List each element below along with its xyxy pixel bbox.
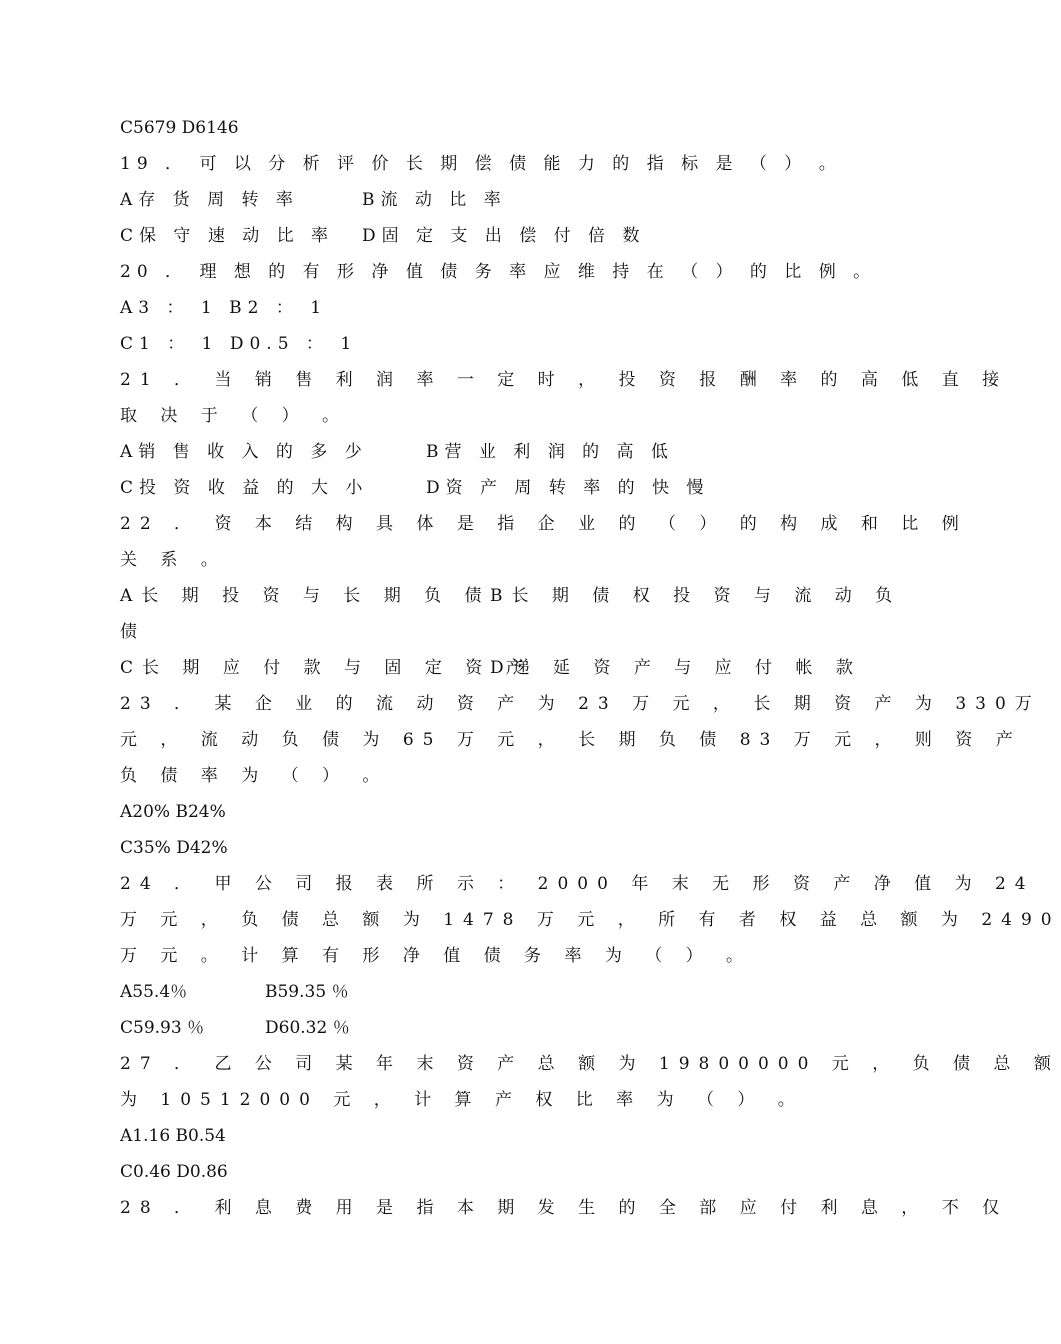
option-b: B营 业 利 润 的 高 低 bbox=[426, 442, 674, 462]
question-27: 27 ． 乙 公 司 某 年 末 资 产 总 额 为 19800000 元 ， 负 债 总 额 bbox=[120, 1054, 1060, 1074]
option-line bbox=[120, 656, 862, 680]
option-d: D固 定 支 出 偿 付 倍 数 bbox=[362, 226, 646, 246]
option-a: A长 期 投 资 与 长 期 负 债 bbox=[120, 586, 491, 606]
question-23: 23 ． 某 企 业 的 流 动 资 产 为 23 万 元 ， 长 期 资 产 为 330万 bbox=[120, 694, 1041, 714]
question-21-cont: 取 决 于 （ ） 。 bbox=[120, 406, 349, 426]
option-line bbox=[120, 584, 902, 608]
question-20: 20 ． 理 想 的 有 形 净 值 债 务 率 应 维 持 在 （ ） 的 比 例 。 bbox=[120, 262, 877, 282]
option-c: C59.93 ％ bbox=[120, 1018, 205, 1038]
question-28: 28 ． 利 息 费 用 是 指 本 期 发 生 的 全 部 应 付 利 息 ， 不 仅 bbox=[120, 1198, 1009, 1218]
option-d: D资 产 周 转 率 的 快 慢 bbox=[426, 478, 710, 498]
option-a: A55.4％ bbox=[120, 982, 188, 1002]
option-line bbox=[120, 224, 840, 248]
question-23-cont: 负 债 率 为 （ ） 。 bbox=[120, 766, 389, 786]
question-24-cont: 万 元 。 计 算 有 形 净 值 债 务 率 为 （ ） 。 bbox=[120, 946, 753, 966]
option-b: B流 动 比 率 bbox=[362, 190, 507, 210]
text-line: C5679 D6146 bbox=[120, 118, 239, 138]
option-c: C长 期 应 付 款 与 固 定 资 产 bbox=[120, 658, 532, 678]
question-21: 21 ． 当 销 售 利 润 率 一 定 时 ， 投 资 报 酬 率 的 高 低 直 接 bbox=[120, 370, 1009, 390]
question-24: 24 ． 甲 公 司 报 表 所 示 ： 2000 年 末 无 形 资 产 净 值 为 24 bbox=[120, 874, 1035, 894]
option-line bbox=[120, 188, 840, 212]
option-d: D递 延 资 产 与 应 付 帐 款 bbox=[490, 658, 862, 678]
option-line: A20% B24% bbox=[120, 802, 226, 822]
option-b-cont: 债 bbox=[120, 622, 137, 642]
option-line bbox=[120, 440, 840, 464]
option-a: A存 货 周 转 率 bbox=[120, 190, 299, 210]
option-b: B59.35 ％ bbox=[265, 982, 349, 1002]
option-b: B长 期 债 权 投 资 与 流 动 负 bbox=[490, 586, 902, 606]
question-19: 19 ． 可 以 分 析 评 价 长 期 偿 债 能 力 的 指 标 是 （ ） 。 bbox=[120, 154, 842, 174]
question-24-cont: 万 元 ， 负 债 总 额 为 1478 万 元 ， 所 有 者 权 益 总 额 为 2490 bbox=[120, 910, 1061, 930]
option-line: A3 ： 1 B2 ： 1 bbox=[120, 298, 328, 318]
option-d: D60.32 ％ bbox=[265, 1018, 350, 1038]
option-line: C35% D42% bbox=[120, 838, 228, 858]
option-line: C1 ： 1 D0.5 ： 1 bbox=[120, 334, 358, 354]
option-line bbox=[120, 1016, 840, 1040]
option-a: A销 售 收 入 的 多 少 bbox=[120, 442, 368, 462]
option-line: C0.46 D0.86 bbox=[120, 1162, 228, 1182]
option-line: A1.16 B0.54 bbox=[120, 1126, 226, 1146]
question-27-cont: 为 10512000 元 ， 计 算 产 权 比 率 为 （ ） 。 bbox=[120, 1090, 804, 1110]
option-c: C投 资 收 益 的 大 小 bbox=[120, 478, 369, 498]
option-line bbox=[120, 476, 840, 500]
option-c: C保 守 速 动 比 率 bbox=[120, 226, 335, 246]
question-22: 22 ． 资 本 结 构 具 体 是 指 企 业 的 （ ） 的 构 成 和 比 例 bbox=[120, 514, 968, 534]
option-line bbox=[120, 980, 840, 1004]
question-23-cont: 元 ， 流 动 负 债 为 65 万 元 ， 长 期 负 债 83 万 元 ， 则 资 产 bbox=[120, 730, 1022, 750]
question-22-cont: 关 系 。 bbox=[120, 550, 227, 570]
